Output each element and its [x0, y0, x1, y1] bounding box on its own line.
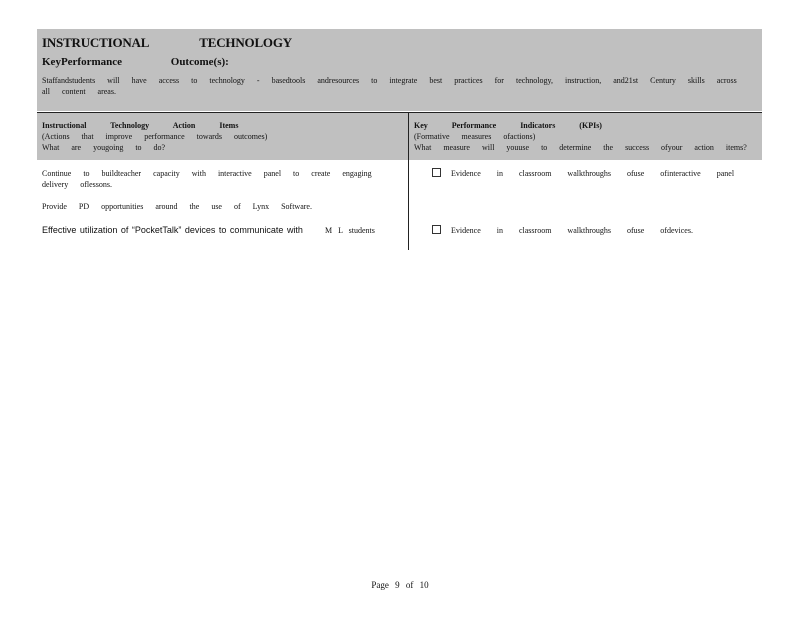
- kpi-title: Key Performance Indicators (KPIs): [414, 121, 602, 130]
- checkbox-bullet-icon: [432, 168, 441, 177]
- action-item-main: Effective utilization of “PocketTalk” devices to communicate with: [42, 225, 303, 235]
- kpi-text: Evidence in classroom walkthroughs ofuse ofinteractive panel: [451, 169, 735, 178]
- kpi-question: What measure will youuse to determine the success ofyour action items?: [414, 143, 747, 152]
- action-items-header: [42, 120, 402, 153]
- action-table: [37, 112, 762, 250]
- action-item: Provide PD opportunities around the use of Lynx Software.: [42, 202, 312, 211]
- kpi-item: [432, 225, 762, 236]
- checkbox-bullet-icon: [432, 225, 441, 234]
- kpi-header: [414, 120, 754, 153]
- action-items-subtitle: (Actions that improve performance towards outcomes): [42, 132, 268, 141]
- action-items-title: Instructional Technology Action Items: [42, 121, 239, 130]
- action-item: [42, 225, 402, 236]
- kpi-text: Evidence in classroom walkthroughs ofuse ofdevices.: [451, 226, 693, 235]
- kpi-subtitle: (Formative measures ofactions): [414, 132, 536, 141]
- outcome-text: Staffandstudents will have access to technology - basedtools andresources to integrate best practices for technology, instruction, and21st Century skills across all content areas.: [42, 76, 737, 96]
- table-header: [37, 112, 762, 160]
- action-item-tail: M L students: [324, 226, 375, 235]
- outcome-heading: KeyPerformance Outcome(s):: [42, 56, 229, 68]
- action-items-question: What are yougoing to do?: [42, 143, 166, 152]
- header-band: [37, 29, 762, 111]
- column-divider: [408, 112, 409, 250]
- kpi-item: [432, 168, 762, 179]
- action-item: Continue to buildteacher capacity with interactive panel to create engaging delivery oflessons.: [42, 169, 372, 189]
- page-title: INSTRUCTIONAL TECHNOLOGY: [42, 35, 292, 50]
- page-number: Page 9 of 10: [371, 580, 429, 590]
